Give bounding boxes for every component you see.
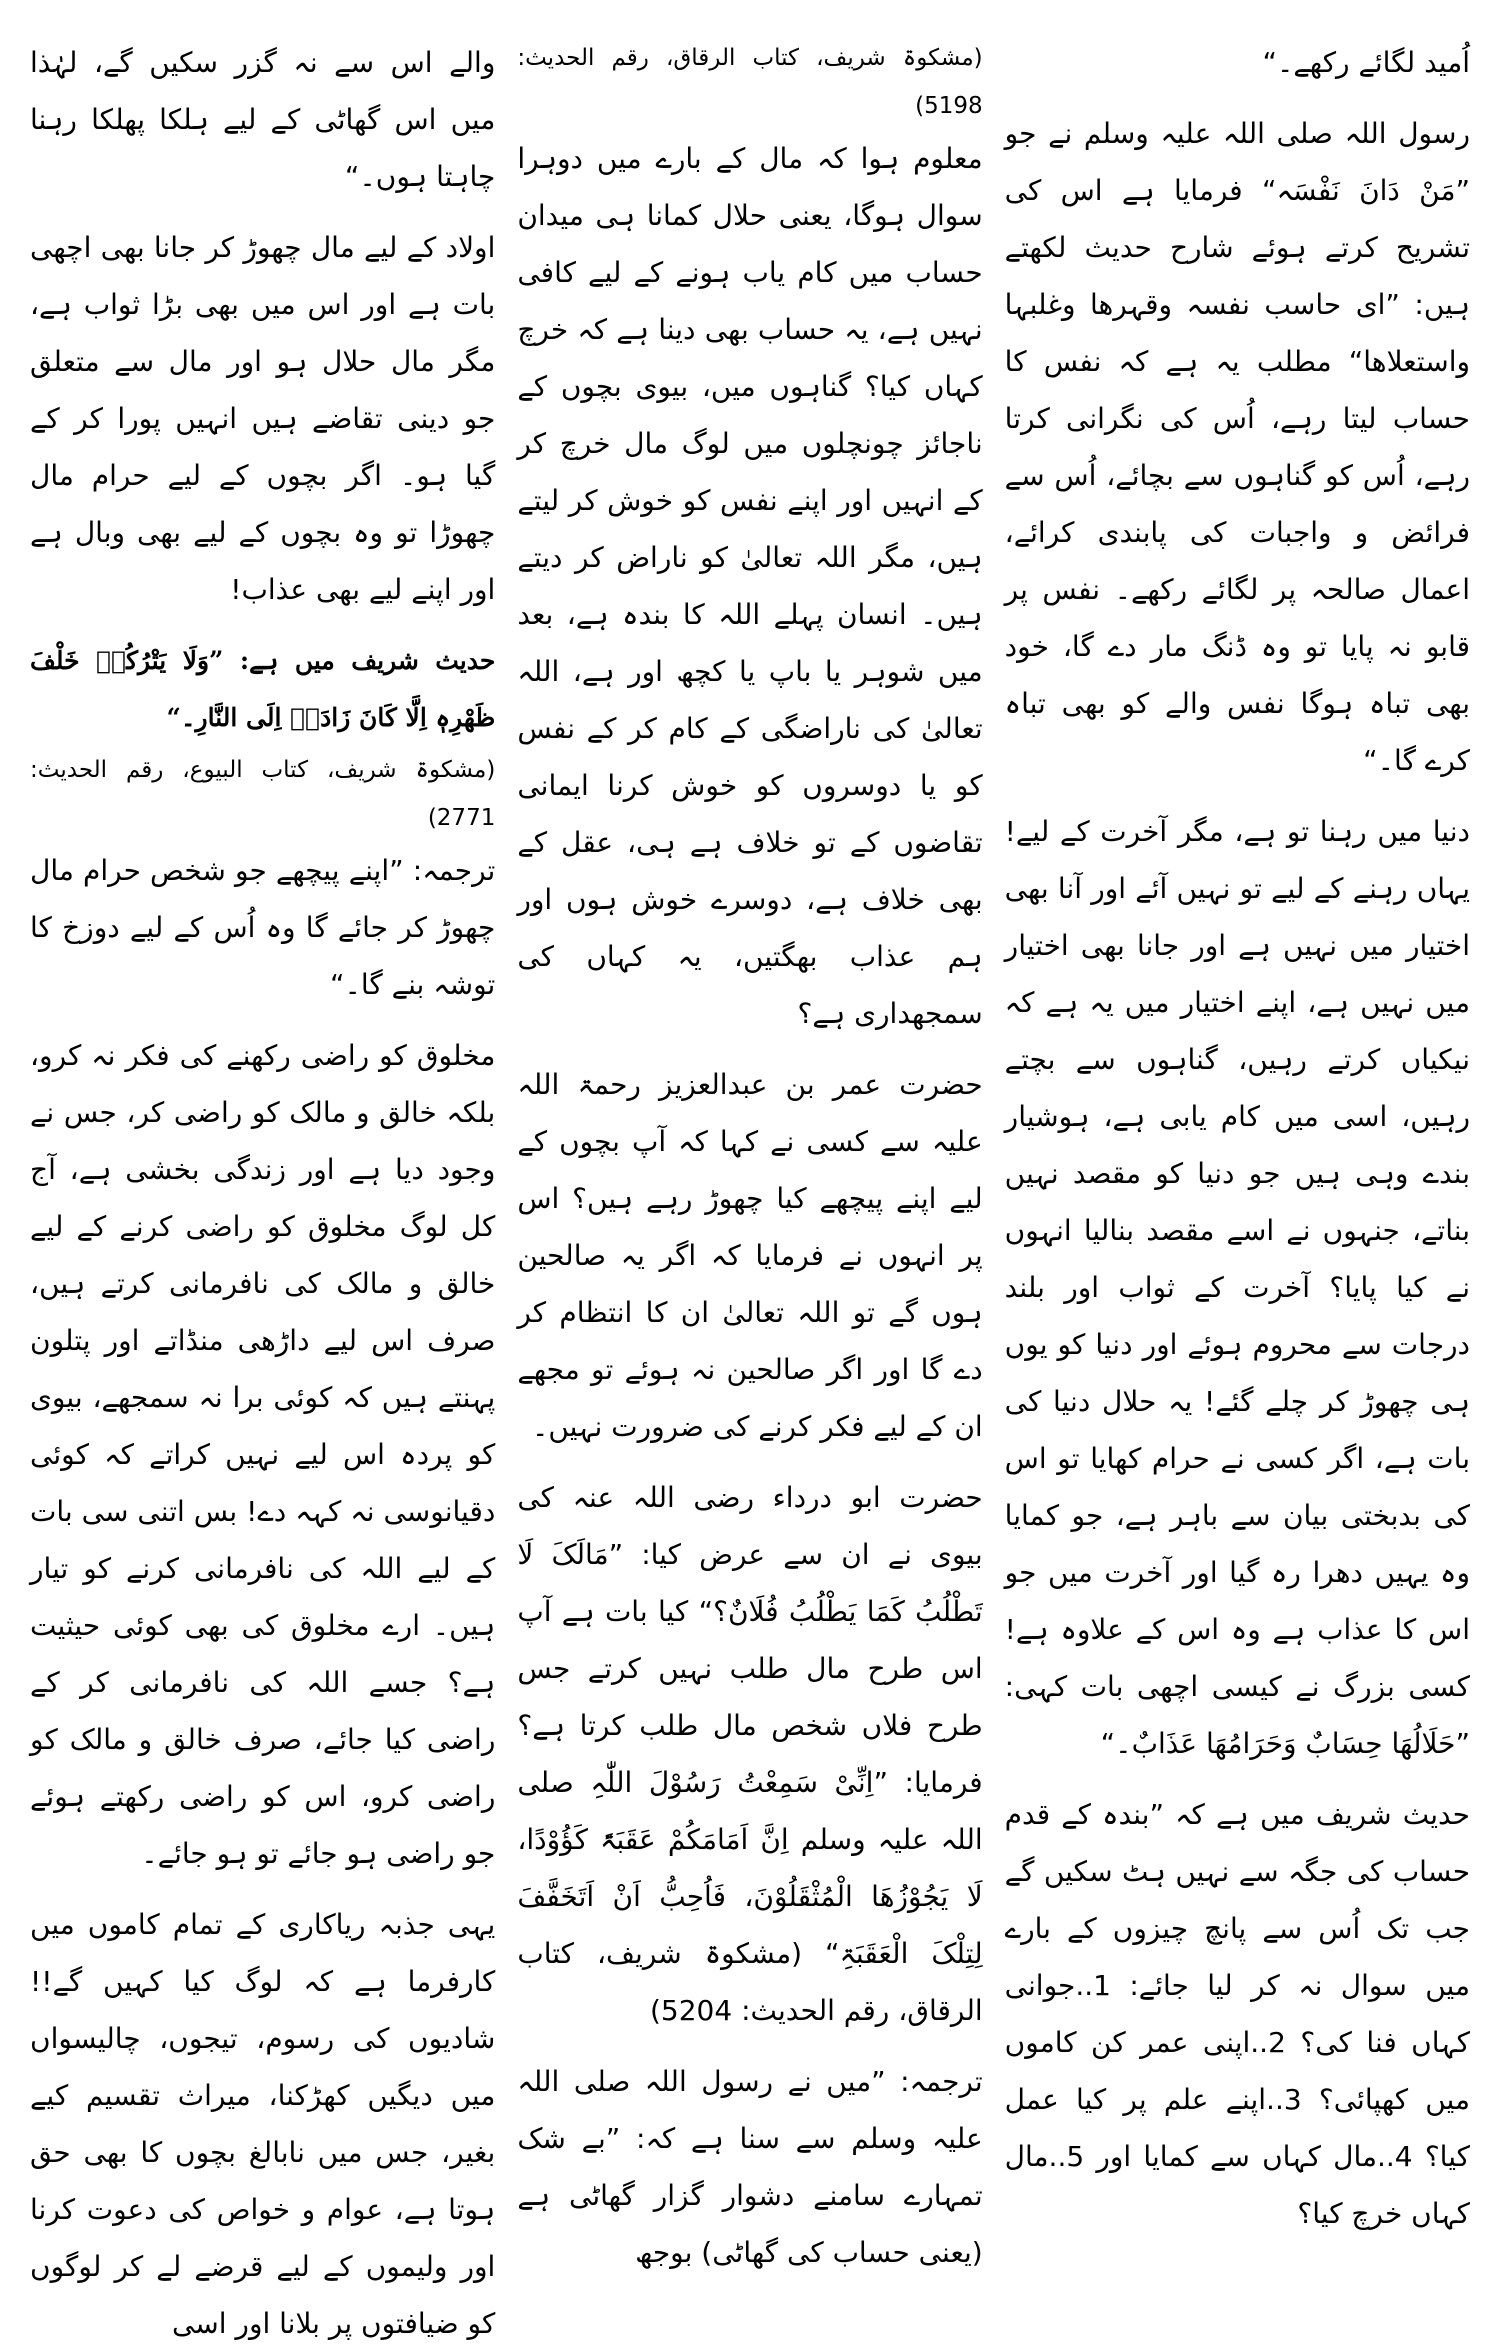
paragraph: حضرت ابو درداء رضی اللہ عنہ کی بیوی نے ان سے عرض کیا: ”مَالَکَ لَا تَطْلُبُ کَمَا یَطْلُبُ فُلَانٌ؟“ کیا بات ہے آپ اس طرح مال طلب نہیں کرتے جس طرح فلاں شخص مال طلب کرتا ہے؟ فرمایا: ”اِنِّیْ سَمِعْتُ رَسُوْلَ اللّٰہِ صلی اللہ علیہ وسلم اِنَّ اَمَامَکُمْ عَقَبَۃً کَؤُوْدًا، لَا یَجُوْزُھَا الْمُثْقَلُوْنَ، فَاُحِبُّ اَنْ اَتَخَفَّفَ لِتِلْکَ الْعَقَبَۃِ“ (مشکوۃ شریف، کتاب الرقاق، رقم الحدیث: 5204) bbox=[517, 1481, 983, 2027]
paragraph: حدیث شریف میں ہے کہ ”بندہ کے قدم حساب کی جگہ سے نہیں ہٹ سکیں گے جب تک اُس سے پانچ چیزوں کے بارے میں سوال نہ کر لیا جائے: 1..جوانی کہاں فنا کی؟ 2..اپنی عمر کن کاموں میں کھپائی؟ 3..اپنے علم پر کیا عمل کیا؟ 4..مال کہاں سے کمایا اور 5..مال کہاں خرچ کیا؟ bbox=[1004, 1798, 1471, 2230]
hadith-reference: (مشکوۃ شریف، کتاب البیوع، رقم الحدیث: 2771) bbox=[30, 757, 496, 831]
translation: ترجمہ: ”اپنے پیچھے جو شخص حرام مال چھوڑ کر جائے گا وہ اُس کے لیے دوزخ کا توشہ بنے گا۔“ bbox=[30, 854, 496, 1001]
paragraph: یہی جذبہ ریاکاری کے تمام کاموں میں کارفرما ہے کہ لوگ کیا کہیں گے!! شادیوں کی رسوم، تیجوں، چالیسواں میں دیگیں کھڑکنا، میراث تقسیم کیے بغیر، جس میں نابالغ بچوں کا بھی حق ہوتا ہے، عوام و خواص کی دعوت کرنا اور ولیموں کے لیے قرضے لے کر لوگوں کو ضیافتوں پر بلانا اور اسی bbox=[30, 1908, 496, 2340]
paragraph: معلوم ہوا کہ مال کے بارے میں دوہرا سوال ہوگا، یعنی حلال کمانا ہی میدان حساب میں کام یاب ہونے کے لیے کافی نہیں ہے، یہ حساب بھی دینا ہے کہ خرچ کہاں کیا؟ گناہوں میں، بیوی بچوں کے ناجائز چونچلوں میں لوگ مال خرچ کر کے انہیں اور اپنے نفس کو خوش کر لیتے ہیں، مگر اللہ تعالیٰ کو ناراض کر دیتے ہیں۔ انسان پہلے اللہ کا بندہ ہے، بعد میں شوہر یا باپ یا کچھ اور ہے، اللہ تعالیٰ کی ناراضگی کے کام کر کے نفس کو یا دوسروں کو خوش کرنا ایمانی تقاضوں کے تو خلاف ہے ہی، عقل کے بھی خلاف ہے، دوسرے خوش ہوں اور ہم عذاب بھگتیں، یہ کہاں کی سمجھداری ہے؟ bbox=[517, 142, 983, 1030]
paragraph: اُمید لگائے رکھے۔“ bbox=[1262, 46, 1470, 79]
paragraph: مخلوق کو راضی رکھنے کی فکر نہ کرو، بلکہ خالق و مالک کو راضی کر، جس نے وجود دیا ہے اور زندگی بخشی ہے، آج کل لوگ مخلوق کو راضی کرنے کے لیے خالق و مالک کی نافرمانی کرتے ہیں، صرف اس لیے داڑھی منڈاتے اور پتلون پہنتے ہیں کہ کوئی برا نہ سمجھے، بیوی کو پردہ اس لیے نہیں کراتے کہ کوئی دقیانوسی نہ کہہ دے! بس اتنی سی بات کے لیے اللہ کی نافرمانی کرنے کو تیار ہیں۔ ارے مخلوق کی بھی کوئی حیثیت ہے؟ جسے اللہ کی نافرمانی کر کے راضی کیا جائے، صرف خالق و مالک کو راضی کرو، اس کو راضی رکھتے ہوئے جو راضی ہو جائے تو ہو جائے۔ bbox=[30, 1039, 496, 1870]
paragraph: والے اس سے نہ گزر سکیں گے، لہٰذا میں اس گھاٹی کے لیے ہلکا پھلکا رہنا چاہتا ہوں۔“ bbox=[30, 46, 496, 193]
paragraph: اولاد کے لیے مال چھوڑ کر جانا بھی اچھی بات ہے اور اس میں بھی بڑا ثواب ہے، مگر مال حلال ہو اور مال سے متعلق جو دینی تقاضے ہیں انہیں پورا کر کے گیا ہو۔ اگر بچوں کے لیے حرام مال چھوڑا تو وہ بچوں کے لیے بھی وبال ہے اور اپنے لیے بھی عذاب! bbox=[30, 231, 496, 606]
paragraph: ترجمہ: ”میں نے رسول اللہ صلی اللہ علیہ وسلم سے سنا ہے کہ: ”بے شک تمہارے سامنے دشوار گزار گھاٹی ہے (یعنی حساب کی گھاٹی) بوجھ bbox=[517, 2065, 983, 2269]
paragraph: حضرت عمر بن عبدالعزیز رحمۃ اللہ علیہ سے کسی نے کہا کہ آپ بچوں کے لیے اپنے پیچھے کیا چھوڑ رہے ہیں؟ اس پر انہوں نے فرمایا کہ اگر یہ صالحین ہوں گے تو اللہ تعالیٰ ان کا انتظام کر دے گا اور اگر صالحین نہ ہوئے تو مجھے ان کے لیے فکر کرنے کی ضرورت نہیں۔ bbox=[517, 1068, 983, 1443]
hadith-reference: (مشکوۃ شریف، کتاب الرقاق، رقم الحدیث: 5198) bbox=[517, 45, 983, 119]
hadith-text: حدیث شریف میں ہے: ”وَلَا یَتْرُکُہٗ خَلْفَ ظَھْرِہٖ اِلَّا کَانَ زَادَہٗ اِلَی النَّارِ۔“ bbox=[30, 646, 496, 732]
text-column-right bbox=[1004, 34, 1471, 2230]
text-column-middle bbox=[517, 34, 983, 2269]
paragraph: رسول اللہ صلی اللہ علیہ وسلم نے جو ”مَنْ دَانَ نَفْسَہ“ فرمایا ہے اس کی تشریح کرتے ہوئے شارح حدیث لکھتے ہیں: ”ای حاسب نفسہ وقہرھا وغلبہا واستعلاھا“ مطلب یہ ہے کہ نفس کا حساب لیتا رہے، اُس کی نگرانی کرتا رہے، اُس کو گناہوں سے بچائے، اُس سے فرائض و واجبات کی پابندی کرائے، اعمال صالحہ پر لگائے رکھے۔ نفس پر قابو نہ پایا تو وہ ڈنگ مار دے گا، خود بھی تباہ ہوگا نفس والے کو بھی تباہ کرے گا۔“ bbox=[1004, 117, 1470, 777]
text-column-left bbox=[30, 34, 496, 2340]
paragraph: دنیا میں رہنا تو ہے، مگر آخرت کے لیے! یہاں رہنے کے لیے تو نہیں آئے اور آنا بھی اختیار میں نہیں ہے اور جانا بھی اختیار میں نہیں ہے، اپنے اختیار میں یہ ہے کہ نیکیاں کرتے رہیں، گناہوں سے بچتے رہیں، اسی میں کام یابی ہے، ہوشیار بندے وہی ہیں جو دنیا کو مقصد نہیں بناتے، جنہوں نے اسے مقصد بنالیا انہوں نے کیا پایا؟ آخرت کے ثواب اور بلند درجات سے محروم ہوئے اور دنیا کو یوں ہی چھوڑ کر چلے گئے! یہ حلال دنیا کی بات ہے، اگر کسی نے حرام کھایا تو اس کی بدبختی بیان سے باہر ہے، جو کمایا وہ یہیں دھرا رہ گیا اور آخرت میں جو اس کا عذاب ہے وہ اس کے علاوہ ہے! کسی بزرگ نے کیسی اچھی بات کہی: ”حَلَالُھَا حِسَابٌ وَحَرَامُھَا عَذَابٌ۔“ bbox=[1004, 815, 1470, 1760]
